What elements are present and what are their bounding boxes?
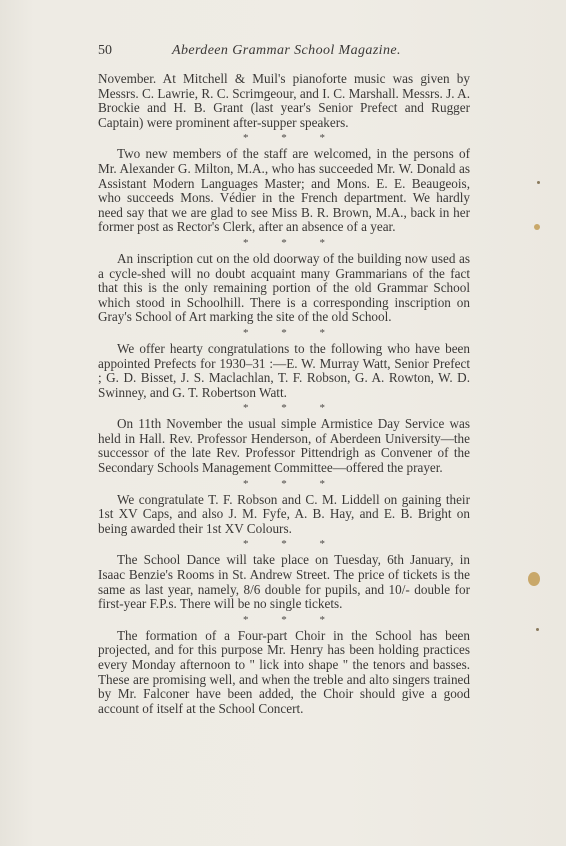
paper-speck (536, 628, 539, 631)
running-title: Aberdeen Grammar School Magazine. (172, 43, 401, 58)
section-separator: * * * (243, 613, 340, 626)
paragraph-caps: We congratulate T. F. Robson and C. M. Liddell on gaining their 1st XV Caps, and also J. M. Fyfe, A. B. Hay, and E. B. Bright on being awarded their 1st XV Colours. (98, 491, 470, 536)
paper-speck (528, 572, 540, 586)
page-number: 50 (98, 43, 112, 58)
section-separator: * * * (243, 477, 340, 490)
paper-speck (534, 224, 540, 230)
section-separator: * * * (243, 326, 340, 339)
section-separator: * * * (243, 132, 340, 145)
paragraph-dance: The School Dance will take place on Tuesday, 6th January, in Isaac Benzie's Rooms in St. Andrew Street. The price of tickets is the same as last year, namely, 8/6 double for pupils, and 10/- double for first-year F.P.s. There will be no single tickets. (98, 552, 470, 612)
paragraph-inscription: An inscription cut on the old doorway of the building now used as a cycle-shed will no doubt acquaint many Grammarians of the fact that this is the only remaining portion of the old Grammar School which stood in Schoolhill. There is a corresponding inscription on Gray's School of Art marking the site of the old School. (98, 250, 470, 325)
paper-speck (537, 181, 540, 184)
paragraph-concert: November. At Mitchell & Muil's pianoforte music was given by Messrs. C. Lawrie, R. C. Scrimgeour, and I. C. Marshall. Messrs. J. A. Brockie and H. B. Grant (last year's Senior Prefect and Rugger Captain) were prominent after-supper speakers. (98, 71, 470, 130)
paragraph-armistice: On 11th November the usual simple Armistice Day Service was held in Hall. Rev. Professor Henderson, of Aberdeen University—the successor of the late Rev. Professor Pittendrigh as Convener of the Secondary Schools Management Committee—offered the prayer. (98, 416, 470, 476)
paragraph-prefects: We offer hearty congratulations to the following who have been appointed Prefects for 1930–31 :—E. W. Murray Watt, Senior Prefect ; G. D. Bisset, J. S. Maclachlan, T. F. Robson, G. A. Rowton, W. D. Swinney, and G. T. Robertson Watt. (98, 340, 470, 400)
page-header (98, 43, 470, 63)
paragraph-staff: Two new members of the staff are welcomed, in the persons of Mr. Alexander G. Milton, M.A., who has succeeded Mr. W. Donald as Assistant Modern Languages Master; and Mons. E. E. Beaugeois, who succeeds Mons. Védier in the French department. We hardly need say that we are glad to see Miss B. R. Brown, M.A., back in her former post as Rector's Clerk, after an absence of a year. (98, 146, 470, 235)
paragraph-choir: The formation of a Four-part Choir in the School has been projected, and for this purpose Mr. Henry has been holding practices every Monday afternoon to " lick into shape " the tenors and basses. These are promising well, and when the treble and alto singers trained by Mr. Falconer have been added, the Choir should give a good account of itself at the School Concert. (98, 627, 470, 716)
article-body (98, 72, 470, 716)
section-separator: * * * (243, 236, 340, 249)
section-separator: * * * (243, 402, 340, 415)
section-separator: * * * (243, 538, 340, 551)
